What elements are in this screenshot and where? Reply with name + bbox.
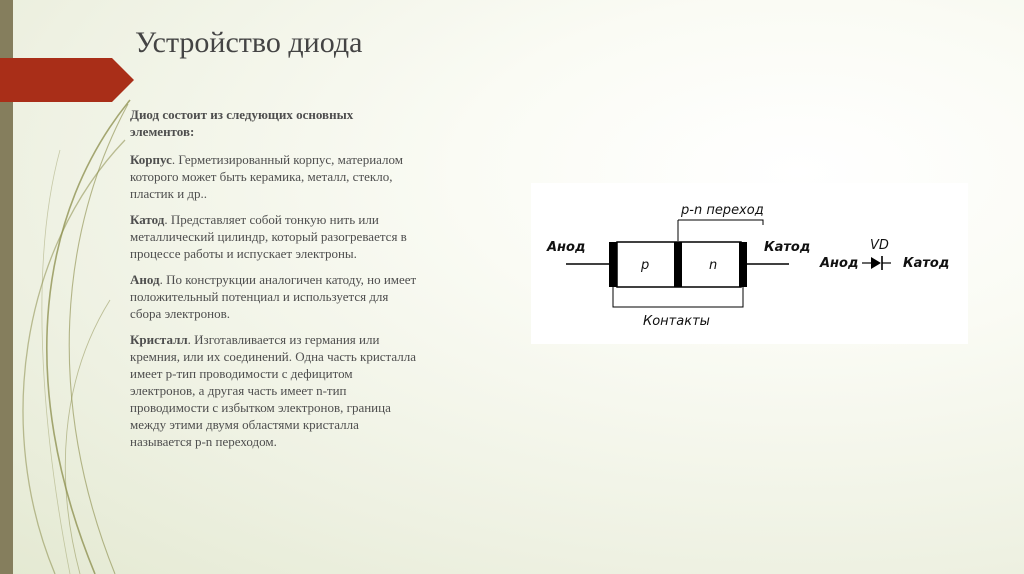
anode-contact xyxy=(609,242,617,287)
intro-text: Диод состоит из следующих основных элементов: xyxy=(130,107,354,139)
cathode-contact xyxy=(739,242,747,287)
item-text: . Герметизированный корпус, материалом которого может быть керамика, металл, стекло, пластик и др.. xyxy=(130,152,404,201)
contacts-label: Контакты xyxy=(643,314,710,329)
n-region-label: n xyxy=(709,258,718,273)
item-cathode xyxy=(130,211,420,262)
pn-junction xyxy=(674,242,682,287)
junction-bracket xyxy=(678,220,763,225)
item-body xyxy=(130,151,420,202)
junction-label: p-n переход xyxy=(681,203,764,218)
symbol-anode-label: Анод xyxy=(820,256,859,271)
contacts-bracket xyxy=(613,287,743,307)
item-anode xyxy=(130,271,420,322)
item-term: Корпус xyxy=(130,152,172,167)
cathode-label: Катод xyxy=(764,240,811,255)
item-term: Кристалл xyxy=(130,332,188,347)
diode-diagram xyxy=(531,183,968,344)
item-term: Катод xyxy=(130,212,165,227)
diode-symbol-icon xyxy=(871,257,881,269)
item-term: Анод xyxy=(130,272,160,287)
anode-label: Анод xyxy=(547,240,586,255)
symbol-cathode-label: Катод xyxy=(903,256,950,271)
slide-content xyxy=(130,106,420,459)
symbol-ref-label: VD xyxy=(870,238,889,253)
p-region-label: p xyxy=(641,258,650,273)
slide-title: Устройство диода xyxy=(135,26,363,59)
title-accent-arrow xyxy=(0,58,140,102)
item-text: . Представляет собой тонкую нить или металлический цилиндр, который разогревается в процессе работы и испускает электроны. xyxy=(130,212,407,261)
item-crystal xyxy=(130,331,420,450)
item-text: . Изготавливается из германия или кремния, или их соединений. Одна часть кристалла имеет p-тип проводимости с дефицитом электронов, а другая часть имеет n-тип проводимости с избытком электронов, граница между этими двумя областями кристалла называется p-n переходом. xyxy=(130,332,417,449)
item-text: . По конструкции аналогичен катоду, но имеет положительный потенциал и используется для сбора электронов. xyxy=(130,272,417,321)
